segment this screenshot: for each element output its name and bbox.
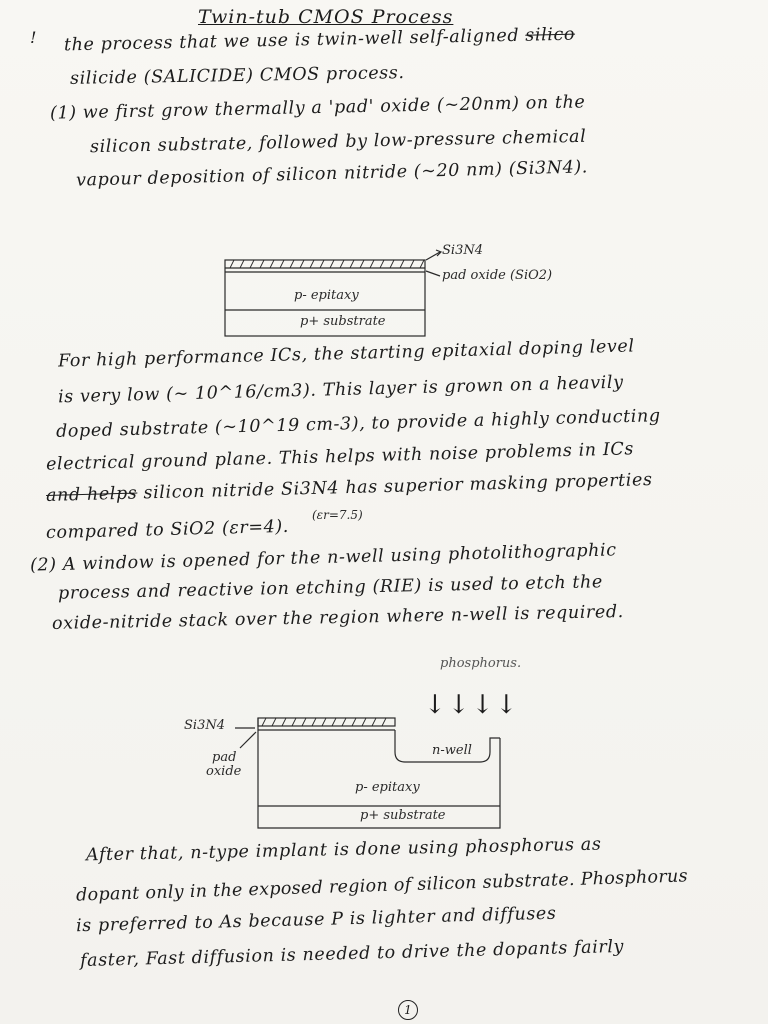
para4-line2: dopant only in the exposed region of silicon substrate. Phosphorus [75, 866, 689, 906]
para1-line3: (1) we first grow thermally a 'pad' oxide (~20nm) on the [49, 92, 586, 124]
para2-line5-text: silicon nitride Si3N4 has superior masking properties [143, 470, 653, 504]
para3-line2: process and reactive ion etching (RIE) is used to etch the [57, 572, 604, 604]
fig1-label-substrate: p+ substrate [300, 314, 386, 329]
margin-mark: ! [30, 28, 37, 47]
fig1-oxide-pointer [426, 271, 440, 276]
para3-line3: oxide-nitride stack over the region where n-well is required. [51, 602, 625, 634]
para4-line3: is preferred to As because P is lighter and diffuses [75, 903, 557, 937]
para2-line4: electrical ground plane. This helps with noise problems in ICs [45, 439, 635, 475]
para1-line1-text: the process that we use is twin-well self-aligned [63, 25, 520, 56]
para1-line5: vapour deposition of silicon nitride (~20 nm) (Si3N4). [75, 157, 589, 191]
para2-line2: is very low (~ 10^16/cm3). This layer is grown on a heavily [57, 372, 624, 408]
para2-line3: doped substrate (~10^19 cm-3), to provide a highly conducting [55, 406, 661, 442]
para1-line4: silicon substrate, followed by low-pressure chemical [89, 126, 587, 158]
para4-line4: faster, Fast diffusion is needed to drive the dopants fairly [79, 936, 625, 972]
fig1-nitride-hatching [230, 260, 424, 268]
fig2-oxide-pointer [240, 732, 256, 748]
fig2-label-pad: pad [212, 750, 237, 765]
fig2-label-substrate: p+ substrate [360, 808, 446, 823]
fig1-label-epitaxy: p- epitaxy [294, 288, 359, 303]
para2-nitride-permittivity: (εr=7.5) [312, 508, 363, 522]
fig2-label-si3n4: Si3N4 [184, 718, 225, 733]
para2-struck-words: and helps [45, 483, 138, 506]
fig1-nitride-pointer [426, 252, 440, 260]
implant-arrows-icon: ↓↓↓↓ [424, 690, 520, 720]
para3-line1: (2) A window is opened for the n-well using photolithographic [29, 540, 617, 576]
fig1-label-si3n4: Si3N4 [442, 243, 483, 258]
page-title: Twin-tub CMOS Process [198, 6, 454, 28]
fig2-label-epitaxy: p- epitaxy [355, 780, 420, 795]
para2-line6: compared to SiO2 (εr=4). [45, 516, 290, 544]
para1-struck-word: silico [525, 24, 576, 46]
fig2-label-phosphorus: phosphorus. [440, 656, 522, 671]
fig2-label-nwell: n-well [432, 743, 472, 758]
fig2-nitride-hatching [262, 718, 386, 726]
para2-line1: For high performance ICs, the starting epitaxial doping level [57, 336, 635, 372]
para1-line2: silicide (SALICIDE) CMOS process. [69, 63, 405, 89]
fig1-label-pad-oxide: pad oxide (SiO2) [442, 268, 553, 283]
fig2-label-oxide: oxide [206, 764, 242, 779]
page-number: 1 [398, 1000, 418, 1020]
para4-line1: After that, n-type implant is done using phosphorus as [85, 834, 602, 866]
